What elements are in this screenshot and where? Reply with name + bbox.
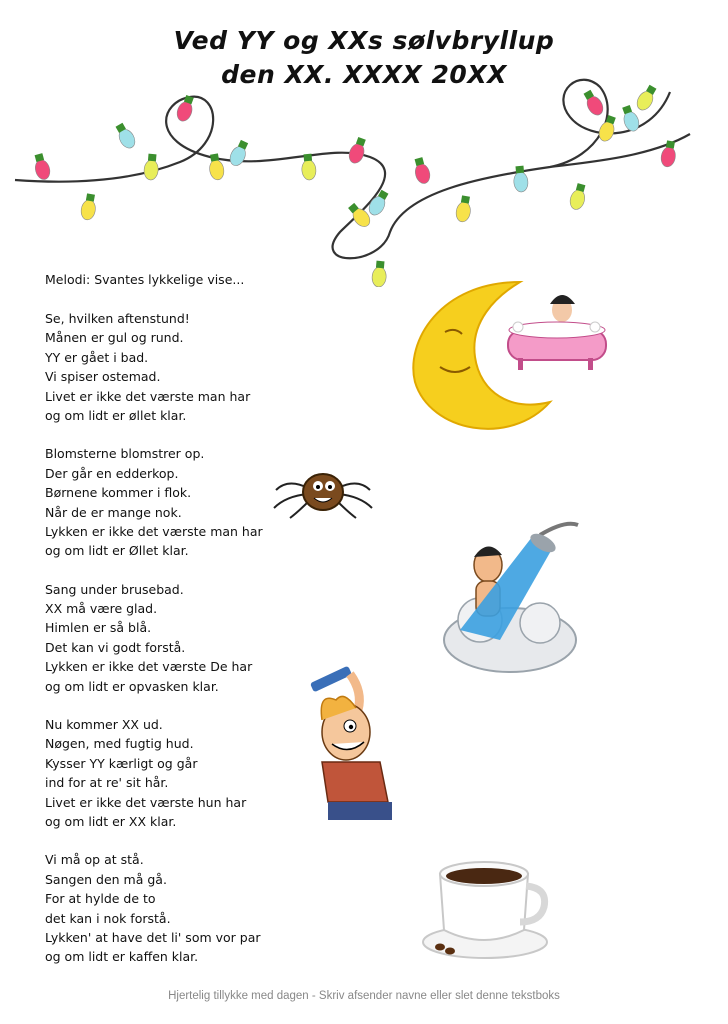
poem-line: Lykken er ikke det værste man har [45, 523, 263, 539]
light-bulb-icon [597, 114, 619, 143]
footer-note: Hjertelig tillykke med dagen - Skriv afsender navne eller slet denne tekstboks [168, 990, 560, 1002]
christmas-lights-icon [10, 72, 700, 287]
poem-line: Vi spiser ostemad. [45, 369, 161, 385]
poem-line: Der går en edderkop. [45, 465, 179, 481]
poem-line: og om lidt er øllet klar. [45, 407, 187, 423]
poem-line: Når de er mange nok. [45, 504, 182, 520]
light-bulb-icon [227, 139, 251, 168]
poem [45, 270, 345, 986]
light-bulb-icon [581, 88, 606, 118]
moon-bathtub-icon [400, 272, 615, 437]
light-bulb-icon [634, 83, 659, 113]
stanza [45, 850, 345, 966]
light-bulb-icon [568, 182, 588, 211]
poem-line: og om lidt er opvasken klar. [45, 678, 219, 694]
light-bulb-icon [347, 136, 369, 165]
poem-line: Sang under brusebad. [45, 581, 184, 597]
poem-line: Vi må op at stå. [45, 852, 144, 868]
poem-line: For at hylde de to [45, 891, 156, 907]
light-bulb-icon [371, 260, 387, 287]
poem-line: Kysser YY kærligt og går [45, 755, 198, 771]
light-bulb-icon [80, 193, 98, 221]
poem-line: Børnene kommer i flok. [45, 485, 192, 501]
light-bulb-icon [660, 140, 678, 168]
man-combing-hair-icon [288, 662, 423, 822]
poem-line: Sangen den må gå. [45, 871, 167, 887]
poem-line: Nu kommer XX ud. [45, 717, 163, 733]
poem-line: XX må være glad. [45, 601, 158, 617]
light-bulb-icon [32, 152, 52, 181]
poem-line: det kan i nok forstå. [45, 910, 171, 926]
stanza [45, 309, 345, 425]
light-bulb-icon [175, 94, 197, 123]
poem-line: og om lidt er XX klar. [45, 813, 177, 829]
title-line-2: den XX. XXXX 20XX [221, 60, 507, 89]
poem-line: Livet er ikke det værste hun har [45, 794, 247, 810]
poem-line: og om lidt er Øllet klar. [45, 543, 189, 559]
poem-line: Det kan vi godt forstå. [45, 639, 186, 655]
shower-man-icon [440, 515, 580, 675]
poem-line: Se, hvilken aftenstund! [45, 311, 190, 326]
melody-line: Melodi: Svantes lykkelige vise... [45, 272, 245, 287]
light-bulb-icon [412, 156, 432, 185]
light-bulb-icon [513, 165, 529, 192]
light-bulb-icon [346, 201, 373, 230]
poem-line: Lykken er ikke det værste De har [45, 659, 253, 675]
light-bulb-icon [113, 121, 138, 151]
title-line-1: Ved YY og XXs sølvbryllup [173, 26, 555, 55]
spider-icon [268, 460, 378, 522]
light-bulb-icon [301, 153, 317, 180]
light-bulb-icon [619, 104, 641, 133]
poem-line: Livet er ikke det værste man har [45, 388, 251, 404]
poem-line: YY er gået i bad. [45, 349, 149, 365]
poem-line: Himlen er så blå. [45, 620, 152, 636]
poem-line: Blomsterne blomstrer op. [45, 446, 205, 462]
light-bulb-icon [143, 153, 159, 180]
poem-line: ind for at re' sit hår. [45, 775, 169, 791]
light-bulb-icon [455, 195, 473, 223]
poem-line: Månen er gul og rund. [45, 330, 184, 346]
coffee-cup-icon [418, 852, 553, 964]
poem-line: Nøgen, med fugtig hud. [45, 736, 194, 752]
poem-line: Lykken' at have det li' som vor par [45, 929, 261, 945]
poem-line: og om lidt er kaffen klar. [45, 949, 199, 965]
